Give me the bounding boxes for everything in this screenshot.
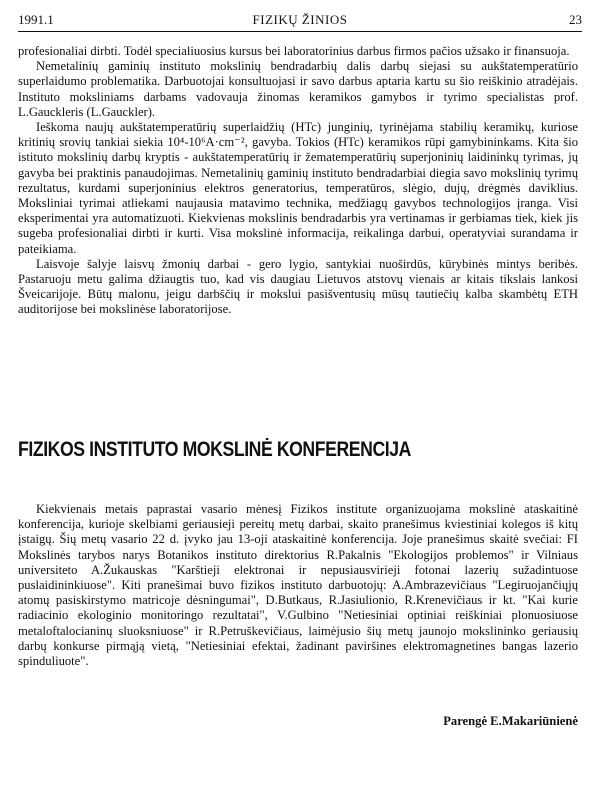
author-signature: Parengė E.Makariūnienė xyxy=(443,714,578,728)
header-rule xyxy=(18,31,582,32)
paragraph: Ieškoma naujų aukštatemperatūrių superlaidžių (HTc) junginių, tyrinėjama stabilių keramikų, kuriose kritinių srovių tankiai siekia 10⁴-10⁶A·cm⁻², gavyba. Tokios (HTc) keramikos rūpi gamybininkams. Kita šio istituto mokslinių darbų kryptis - aukštatemperatūrių ir žematemperatūrių superjoninių laidininkų tyrimas, jų gavyba bei praktinis panaudojimas. Nemetalinių gaminių instituto bendradarbiai diegia savo mokslinių tyrimų rezultatus, kurdami superjoninius elektros generatorius, temperatūros, slėgio, dujų, drėgmės daviklius. Moksliniai tyrimai atliekami naujausia matavimo technika, medžiagų gavybos technologijos įranga. Visi eksperimentai yra automatizuoti. Kiekvienas mokslinis bendradarbis yra vertinamas ir gerbiamas tiek, kiek jis sugeba profesionaliai dirbti ir kurti. Visa mokslinė informacija, reikalinga darbui, operatyviai surandama ir pateikiama. xyxy=(18,120,578,256)
page-header xyxy=(18,12,582,28)
paragraph: profesionaliai dirbti. Todėl specialiuosius kursus bei laboratorinius darbus firmos pačios užsako ir finansuoja. xyxy=(18,44,570,58)
paragraph: Nemetalinių gaminių instituto mokslinių bendradarbių dalis darbų siejasi su aukštatemperatūrio superlaidumo problematika. Darbuotojai konsultuojasi ir savo darbus aptaria kartu su šio reiškinio atradėjais. Instituto moksliniams darbams vadovauja žinomas keramikos gamybos ir tyrimo specialistas prof. L.Gauckleris (L.Gauckler). xyxy=(18,59,578,119)
journal-title: FIZIKŲ ŽINIOS xyxy=(252,12,348,27)
section-heading: FIZIKOS INSTITUTO MOKSLINĖ KONFERENCIJA xyxy=(18,438,411,461)
conference-article xyxy=(18,502,578,669)
issue-number: 1991.1 xyxy=(18,12,54,27)
article-continuation xyxy=(18,44,578,318)
page-number: 23 xyxy=(569,12,582,27)
paragraph: Kiekvienais metais paprastai vasario mėnesį Fizikos institute organizuojama mokslinė ataskaitinė konferencija, kurioje skelbiami geriausieji pereitų metų darbai, skaito pranešimus kviestiniai kolegos iš kitų įstaigų. Šių metų vasario 22 d. įvyko jau 13-oji ataskaitinė konferencija. Joje pranešimus skaitė svečiai: FI Mokslinės tarybos narys Botanikos instituto direktorius R.Pakalnis "Ekologijos problemos" ir Vilniaus universiteto A.Žukauskas "Karštieji elektronai ir nepusiausvirieji fotonai lazerių sužadintuose puslaidininkiuose". Kiti pranešimai buvo fizikos instituto darbuotojų: A.Ambrazevičiaus "Legiruojančiųjų atomų pasiskirstymo matricoje dėsningumai", D.Butkaus, R.Jasiulionio, R.Krenevičiaus ir kt. "Kai kurie radiacinio ekologinio monitoringo rezultatai", V.Gulbino "Netiesiniai optiniai reiškiniai plonuosiuose metaloftalocianinų sluoksniuose" ir R.Petruškevičiaus, laimėjusio šių metų jaunojo mokslininko geriausių darbų konkurse pirmąją vietą, "Netiesiniai efektai, žadinant paviršines elektromagnetines bangas lazerio spinduliuote". xyxy=(18,502,578,669)
paragraph: Laisvoje šalyje laisvų žmonių darbai - gero lygio, santykiai nuoširdūs, kūrybinės mintys beribės. Pastaruoju metu galima džiaugtis tuo, kad vis daugiau Lietuvos atstovų vienais ar kitais tikslais lankosi Šveicarijoje. Būtų malonu, jeigu darbščių ir mokslui pasišventusių mūsų tautiečių kalba skambėtų ETH auditorijose bei mokslinėse laboratorijose. xyxy=(18,256,578,317)
